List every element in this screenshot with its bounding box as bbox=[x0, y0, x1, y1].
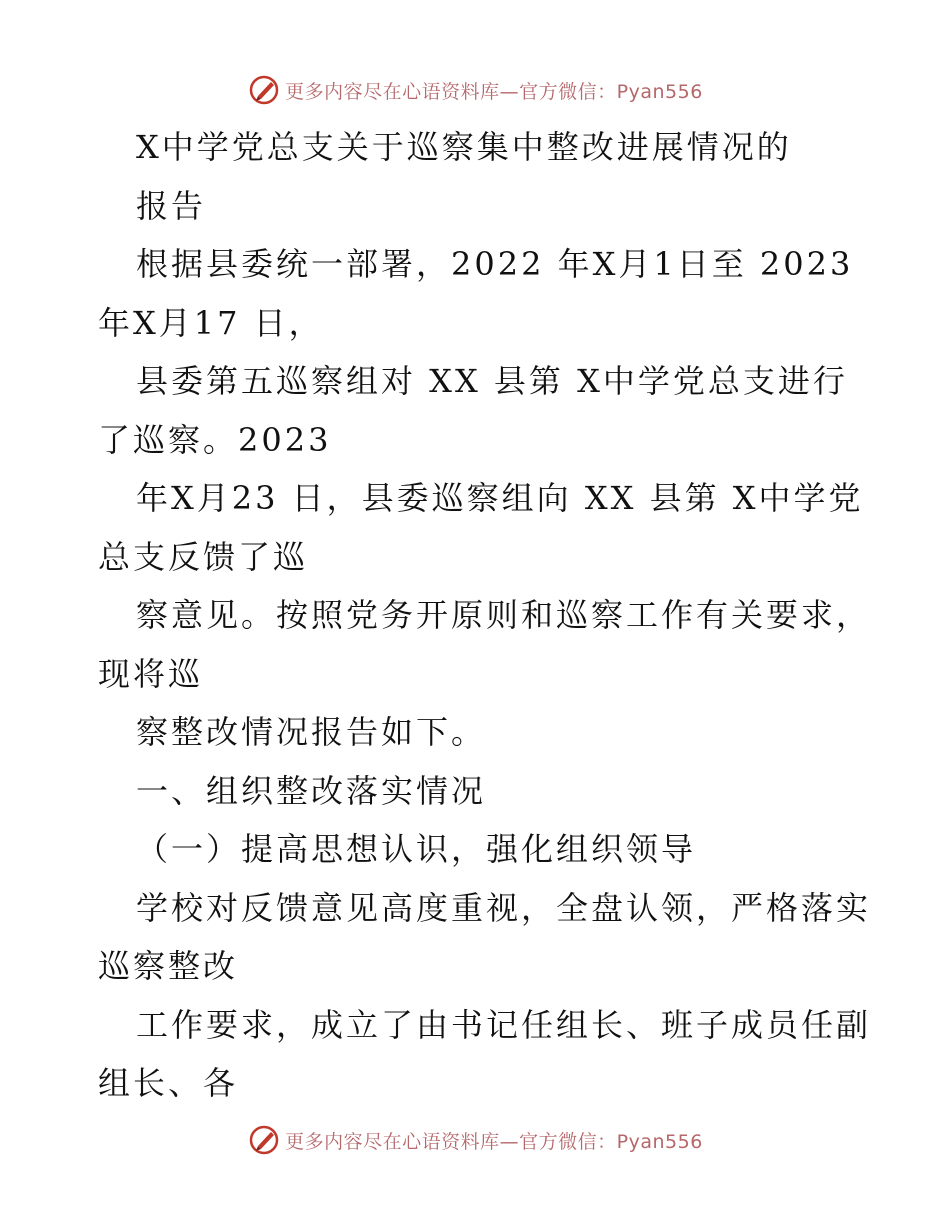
text-line: X中学党总支关于巡察集中整改进展情况的 bbox=[136, 128, 792, 166]
watermark-text: 更多内容尽在心语资料库—官方微信：Pyan556 bbox=[285, 1130, 703, 1153]
document-body bbox=[98, 118, 878, 1113]
text-line: 总支反馈了巡 bbox=[98, 537, 309, 576]
text-line: 年X月17 日， bbox=[98, 303, 324, 342]
footer-watermark bbox=[0, 1120, 950, 1160]
watermark-text: 更多内容尽在心语资料库—官方微信：Pyan556 bbox=[285, 80, 703, 103]
logo-pen-icon bbox=[247, 1123, 281, 1157]
text-line: （一）提高思想认识，强化组织领导 bbox=[136, 830, 697, 868]
text-line: 报告 bbox=[136, 186, 207, 225]
text-line: 根据县委统一部署，2022 年X月1日至 2023 bbox=[136, 245, 854, 283]
logo-pen-icon bbox=[247, 73, 281, 107]
text-line: 了巡察。2023 bbox=[98, 420, 332, 459]
text-line: 巡察整改 bbox=[98, 947, 239, 985]
text-line: 县委第五巡察组对 XX 县第 X中学党总支进行 bbox=[136, 362, 848, 400]
text-line: 年X月23 日，县委巡察组向 XX 县第 X中学党 bbox=[136, 479, 864, 517]
text-line: 察意见。按照党务开原则和巡察工作有关要求， bbox=[136, 596, 872, 634]
text-line: 一、组织整改落实情况 bbox=[136, 771, 487, 810]
header-watermark bbox=[0, 70, 950, 110]
text-line: 察整改情况报告如下。 bbox=[136, 713, 487, 751]
text-line: 工作要求，成立了由书记任组长、班子成员任副 bbox=[136, 1005, 872, 1044]
text-line: 现将巡 bbox=[98, 654, 204, 693]
text-line: 组长、各 bbox=[98, 1064, 239, 1102]
text-line: 学校对反馈意见高度重视，全盘认领，严格落实 bbox=[136, 888, 872, 927]
